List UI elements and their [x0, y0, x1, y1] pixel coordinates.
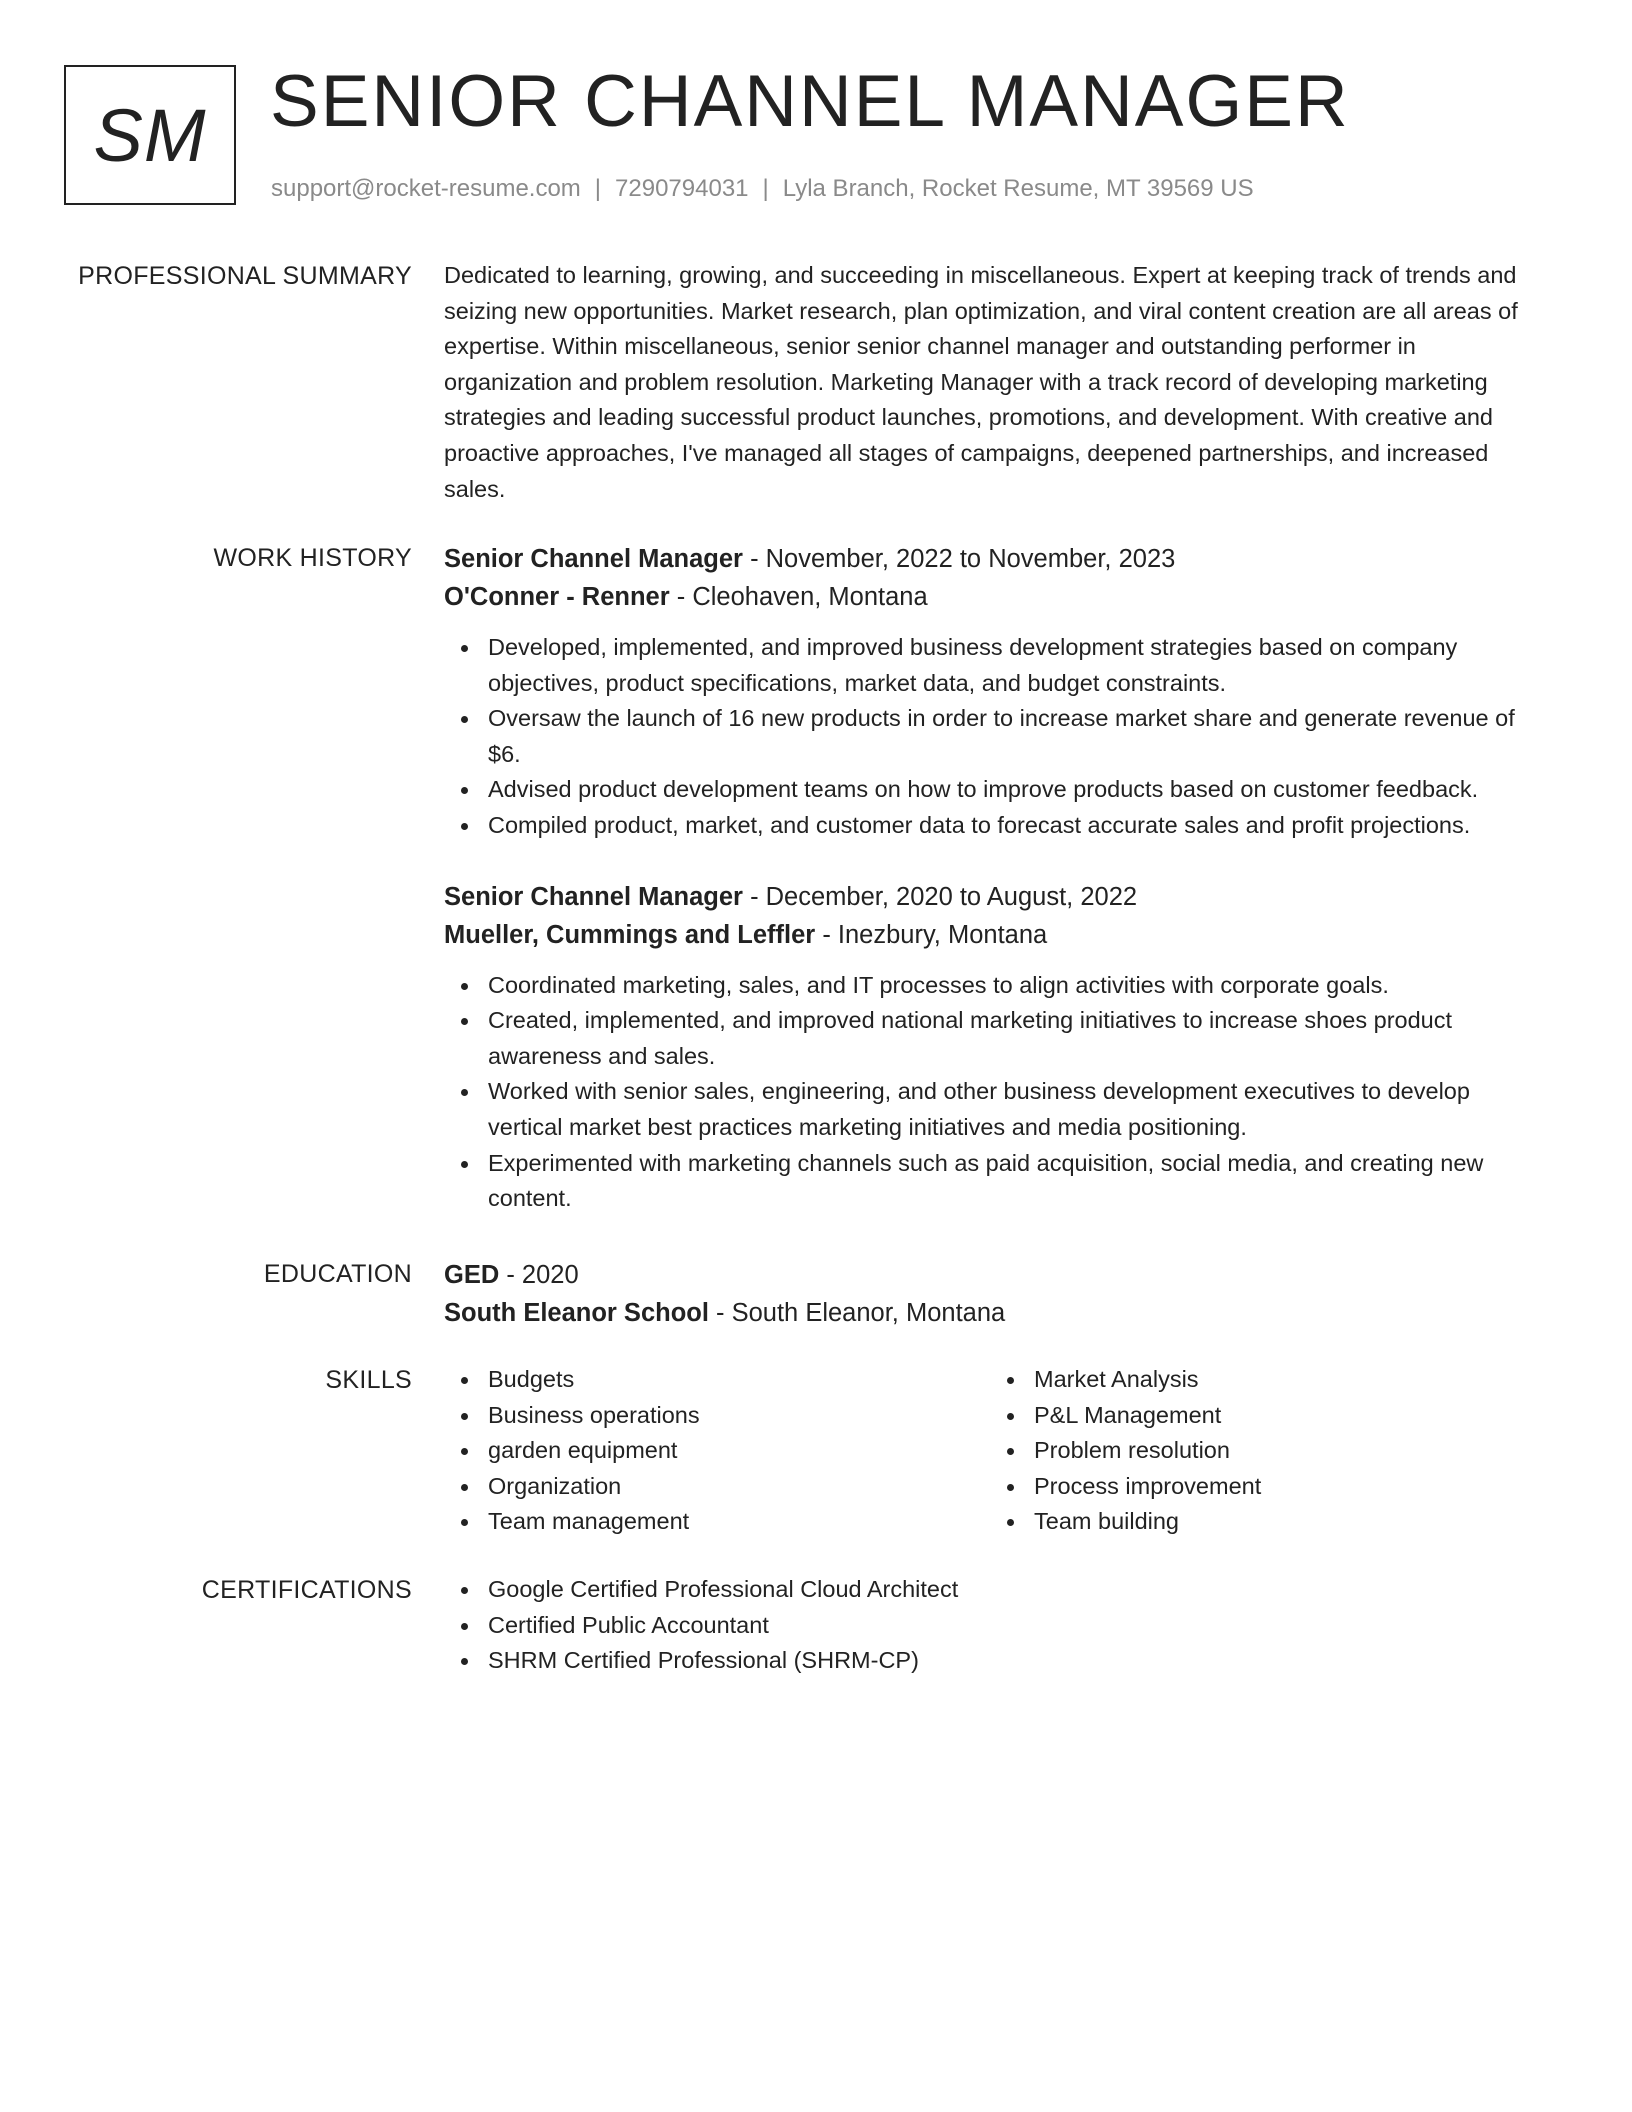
section-label-summary: PROFESSIONAL SUMMARY — [78, 262, 412, 290]
skills-list-right — [990, 1362, 1536, 1540]
job-title: Senior Channel Manager — [444, 882, 743, 911]
education-year: - 2020 — [499, 1261, 579, 1289]
list-item: Google Certified Professional Cloud Architect — [488, 1572, 1544, 1608]
contact-line — [271, 174, 1254, 204]
job-company: Mueller, Cummings and Leffler — [444, 920, 816, 949]
contact-phone: 7290794031 — [615, 175, 749, 202]
job-title-line — [444, 540, 1544, 578]
skills-list-left — [444, 1362, 990, 1540]
job-company-line — [444, 578, 1544, 616]
list-item: P&L Management — [1034, 1398, 1536, 1434]
list-item: Certified Public Accountant — [488, 1608, 1544, 1644]
list-item: SHRM Certified Professional (SHRM-CP) — [488, 1643, 1544, 1679]
work-history-body — [444, 540, 1544, 1217]
section-label-certifications: CERTIFICATIONS — [201, 1576, 412, 1604]
job-title: Senior Channel Manager — [444, 545, 743, 573]
summary-text: Dedicated to learning, growing, and succeeding in miscellaneous. Expert at keeping track of trends and seizing new opportunities. Market research, plan optimization, and viral content creation are all areas of expertise. Within miscellaneous, senior senior channel manager and outstanding performer in organization and problem resolution. Marketing Manager with a track record of developing marketing strategies and leading successful product launches, promotions, and development. With creative and proactive approaches, I've managed all stages of campaigns, deepened partnerships, and increased sales. — [444, 262, 1518, 502]
job-bullets — [444, 968, 1544, 1217]
job-company-line — [444, 916, 1544, 954]
list-item: Advised product development teams on how to improve products based on customer feedback. — [488, 772, 1544, 808]
list-item: Experimented with marketing channels such as paid acquisition, social media, and creating new content. — [488, 1146, 1544, 1217]
list-item: Business operations — [488, 1398, 990, 1434]
list-item: Developed, implemented, and improved business development strategies based on company objectives, product specifications, market data, and budget constraints. — [488, 630, 1544, 701]
job-dates: - December, 2020 to August, 2022 — [742, 882, 1138, 911]
list-item: Created, implemented, and improved national marketing initiatives to increase shoes product awareness and sales. — [488, 1003, 1544, 1074]
job-entry — [444, 878, 1544, 1217]
certifications-list — [444, 1572, 1544, 1679]
section-label-skills: SKILLS — [325, 1366, 412, 1394]
contact-separator: | — [762, 175, 769, 202]
job-title-line — [444, 878, 1544, 916]
skills-body — [444, 1362, 1544, 1540]
contact-separator: | — [594, 175, 602, 202]
list-item: Organization — [488, 1469, 990, 1505]
job-dates: - November, 2022 to November, 2023 — [742, 545, 1176, 573]
list-item: Compiled product, market, and customer data to forecast accurate sales and profit projections. — [488, 808, 1544, 844]
certifications-body — [444, 1572, 1544, 1679]
education-school: South Eleanor School — [444, 1299, 709, 1327]
list-item: garden equipment — [488, 1433, 990, 1469]
education-degree-line — [444, 1256, 1544, 1294]
job-location: - Cleohaven, Montana — [669, 583, 928, 611]
resume-title: SENIOR CHANNEL MANAGER — [270, 61, 1350, 142]
job-entry — [444, 540, 1544, 844]
job-company: O'Conner - Renner — [444, 583, 670, 611]
education-body — [444, 1256, 1544, 1332]
list-item: Coordinated marketing, sales, and IT processes to align activities with corporate goals. — [488, 968, 1544, 1004]
section-label-work-history: WORK HISTORY — [213, 544, 412, 572]
section-label-education: EDUCATION — [263, 1260, 412, 1288]
monogram-text: SM — [93, 93, 207, 177]
list-item: Budgets — [488, 1362, 990, 1398]
job-location: - Inezbury, Montana — [815, 920, 1048, 949]
list-item: Worked with senior sales, engineering, and other business development executives to develop vertical market best practices marketing initiatives and media positioning. — [488, 1074, 1544, 1145]
list-item: Process improvement — [1034, 1469, 1536, 1505]
contact-address: Lyla Branch, Rocket Resume, MT 39569 US — [782, 175, 1254, 202]
list-item: Team management — [488, 1504, 990, 1540]
education-location: - South Eleanor, Montana — [708, 1299, 1006, 1327]
contact-email: support@rocket-resume.com — [271, 175, 581, 202]
list-item: Problem resolution — [1034, 1433, 1536, 1469]
list-item: Team building — [1034, 1504, 1536, 1540]
list-item: Oversaw the launch of 16 new products in order to increase market share and generate revenue of $6. — [488, 701, 1544, 772]
education-degree: GED — [444, 1261, 500, 1289]
summary-body — [444, 258, 1544, 507]
list-item: Market Analysis — [1034, 1362, 1536, 1398]
monogram-logo — [64, 65, 236, 205]
education-school-line — [444, 1294, 1544, 1332]
job-bullets — [444, 630, 1544, 844]
